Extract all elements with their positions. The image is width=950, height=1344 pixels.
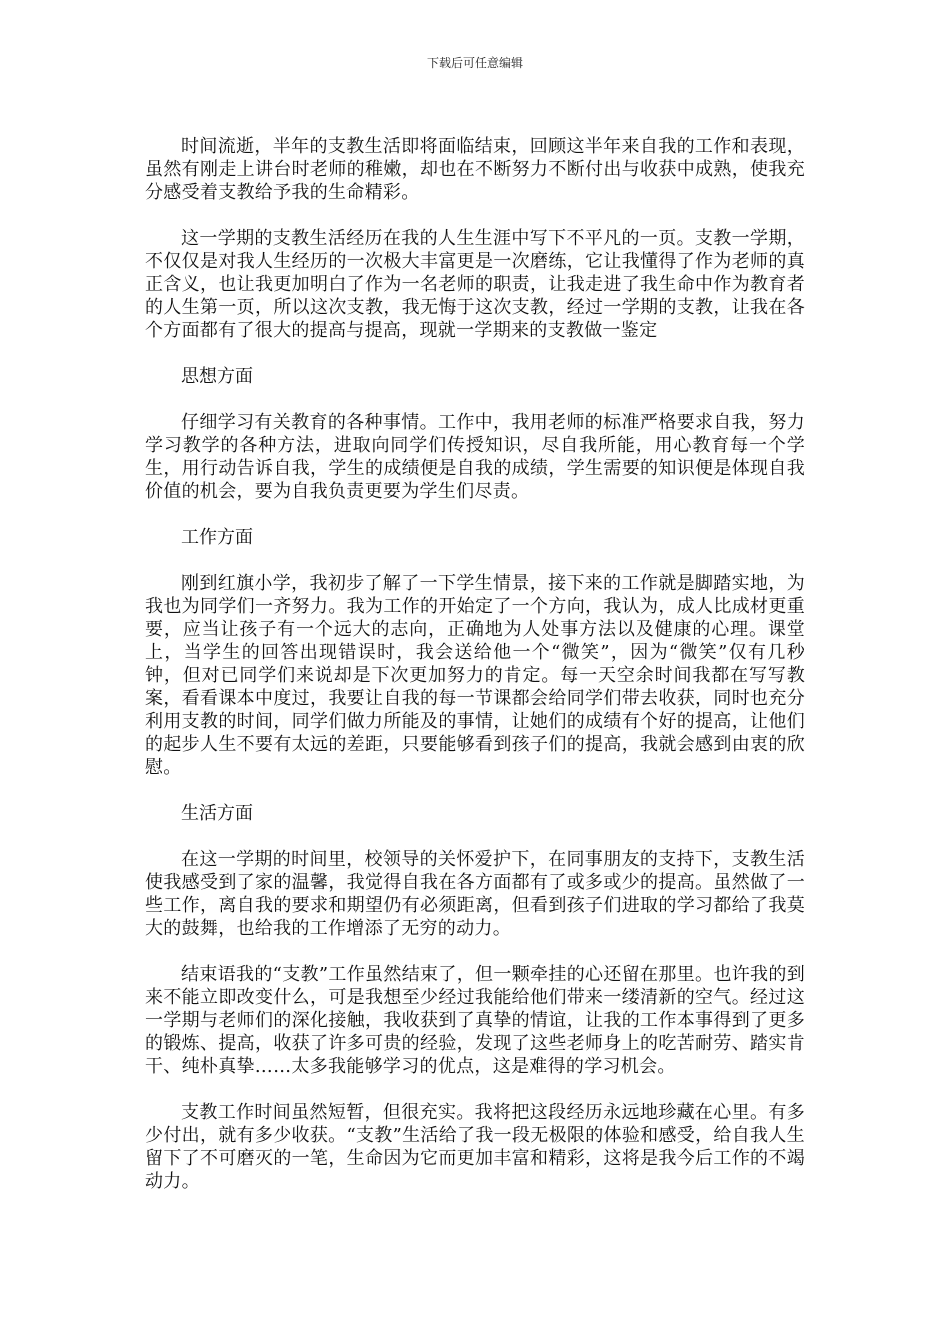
paragraph-work: 刚到红旗小学，我初步了解了一下学生情景，接下来的工作就是脚踏实地，为我也为同学们一齐努力。我为工作的开始定了一个方向，我认为，成人比成材更重要，应当让孩子有一个远大的志向，正确地为人处事方法以及健康的心理。课堂上，当学生的回答出现错误时，我会送给他一个“微笑”，因为“微笑”仅有几秒钟，但对已同学们来说却是下次更加努力的肯定。每一天空余时间我都在写写教案，看看课本中度过，我要让自我的每一节课都会给同学们带去收获，同时也充分利用支教的时间，同学们做力所能及的事情，让她们的成绩有个好的提高，让他们的起步人生不要有太远的差距，只要能够看到孩子们的提高，我就会感到由衷的欣慰。	[145, 573, 805, 778]
page-header: 下载后可任意编辑	[426, 56, 523, 70]
paragraph-closing: 支教工作时间虽然短暂，但很充实。我将把这段经历永远地珍藏在心里。有多少付出，就有多少收获。“支教”生活给了我一段无极限的体验和感受，给自我人生留下了不可磨灭的一笔，生命因为它而更加丰富和精彩，这将是我今后工作的不竭动力。	[145, 1102, 805, 1192]
paragraph-life: 在这一学期的时间里，校领导的关怀爱护下，在同事朋友的支持下，支教生活使我感受到了家的温馨，我觉得自我在各方面都有了或多或少的提高。虽然做了一些工作，离自我的要求和期望仍有必须距离，但看到孩子们进取的学习都给了我莫大的鼓舞，也给我的工作增添了无穷的动力。	[145, 849, 805, 939]
paragraph-conclusion: 结束语我的“支教”工作虽然结束了，但一颗牵挂的心还留在那里。也许我的到来不能立即改变什么，可是我想至少经过我能给他们带来一缕清新的空气。经过这一学期与老师们的深化接触，我收获到了真挚的情谊，让我的工作本事得到了更多的锻炼、提高，收获了许多可贵的经验，发现了这些老师身上的吃苦耐劳、踏实肯干、纯朴真挚……太多我能够学习的优点，这是难得的学习机会。	[145, 964, 805, 1077]
section-heading-work: 工作方面	[181, 527, 253, 548]
paragraph-thought: 仔细学习有关教育的各种事情。工作中，我用老师的标准严格要求自我，努力学习教学的各种方法，进取向同学们传授知识，尽自我所能，用心教育每一个学生，用行动告诉自我，学生的成绩便是自我的成绩，学生需要的知识便是体现自我价值的机会，要为自我负责更要为学生们尽责。	[145, 412, 805, 502]
section-heading-life: 生活方面	[181, 803, 253, 824]
paragraph-overview: 这一学期的支教生活经历在我的人生生涯中写下不平凡的一页。支教一学期，不仅仅是对我人生经历的一次极大丰富更是一次磨练，它让我懂得了作为老师的真正含义，也让我更加明白了作为一名老师的职责，让我走进了我生命中作为教育者的人生第一页，所以这次支教，我无悔于这次支教，经过一学期的支教，让我在各个方面都有了很大的提高与提高，现就一学期来的支教做一鉴定	[145, 228, 805, 341]
paragraph-intro: 时间流逝，半年的支教生活即将面临结束，回顾这半年来自我的工作和表现，虽然有刚走上讲台时老师的稚嫩，却也在不断努力不断付出与收获中成熟，使我充分感受着支教给予我的生命精彩。	[145, 136, 805, 203]
section-heading-thought: 思想方面	[181, 366, 253, 387]
document-body	[145, 135, 805, 1216]
